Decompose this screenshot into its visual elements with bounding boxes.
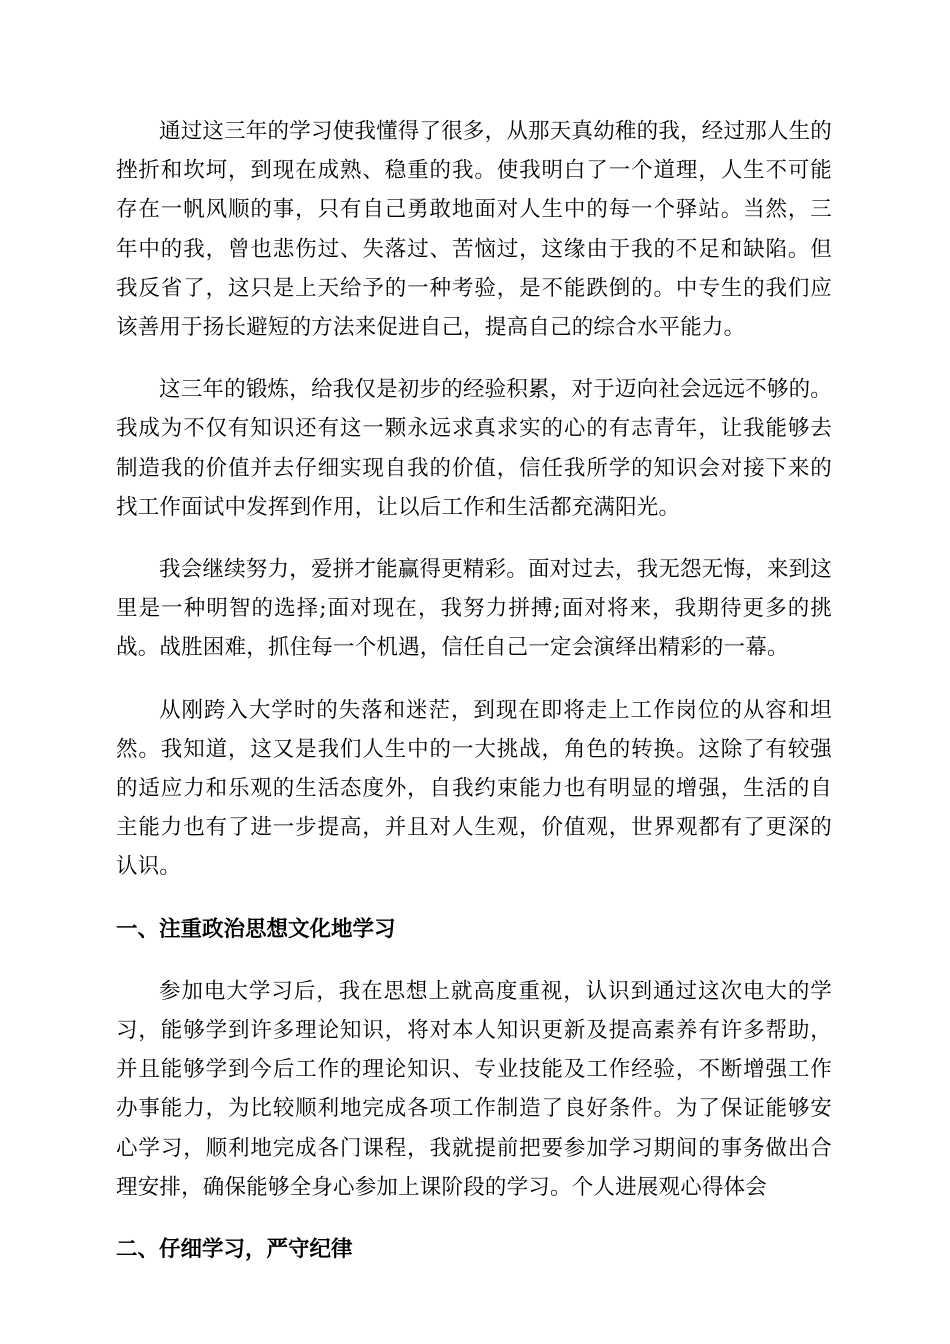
body-paragraph-1: 通过这三年的学习使我懂得了很多，从那天真幼稚的我，经过那人生的挫折和坎坷，到现在成熟、稳重的我。使我明白了一个道理，人生不可能存在一帆风顺的事，只有自己勇敢地面对人生中的每一个驿站。当然，三年中的我，曾也悲伤过、失落过、苦恼过，这缘由于我的不足和缺陷。但我反省了，这只是上天给予的一种考验，是不能跌倒的。中专生的我们应该善用于扬长避短的方法来促进自己，提高自己的综合水平能力。 — [116, 119, 832, 341]
document-page — [116, 112, 832, 1292]
section-heading-1: 一、注重政治思想文化地学习 — [116, 916, 396, 942]
body-paragraph-4: 从刚跨入大学时的失落和迷茫，到现在即将走上工作岗位的从容和坦然。我知道，这又是我们人生中的一大挑战，角色的转换。这除了有较强的适应力和乐观的生活态度外，自我约束能力也有明显的增强，生活的自主能力也有了进一步提高，并且对人生观，价值观，世界观都有了更深的认识。 — [116, 697, 832, 880]
body-paragraph-3: 我会继续努力，爱拼才能赢得更精彩。面对过去，我无怨无悔，来到这里是一种明智的选择;面对现在，我努力拼搏;面对将来，我期待更多的挑战。战胜困难，抓住每一个机遇，信任自己一定会演绎出精彩的一幕。 — [116, 557, 832, 661]
section-heading-2: 二、仔细学习，严守纪律 — [116, 1237, 353, 1263]
section-1-paragraph: 参加电大学习后，我在思想上就高度重视，认识到通过这次电大的学习，能够学到许多理论知识，将对本人知识更新及提高素养有许多帮助，并且能够学到今后工作的理论知识、专业技能及工作经验，不断增强工作办事能力，为比较顺利地完成各项工作制造了良好条件。为了保证能够安心学习，顺利地完成各门课程，我就提前把要参加学习期间的事务做出合理安排，确保能够全身心参加上课阶段的学习。个人进展观心得体会 — [116, 978, 832, 1200]
body-paragraph-2: 这三年的锻炼，给我仅是初步的经验积累，对于迈向社会远远不够的。我成为不仅有知识还有这一颗永远求真求实的心的有志青年，让我能够去制造我的价值并去仔细实现自我的价值，信任我所学的知识会对接下来的找工作面试中发挥到作用，让以后工作和生活都充满阳光。 — [116, 377, 832, 520]
